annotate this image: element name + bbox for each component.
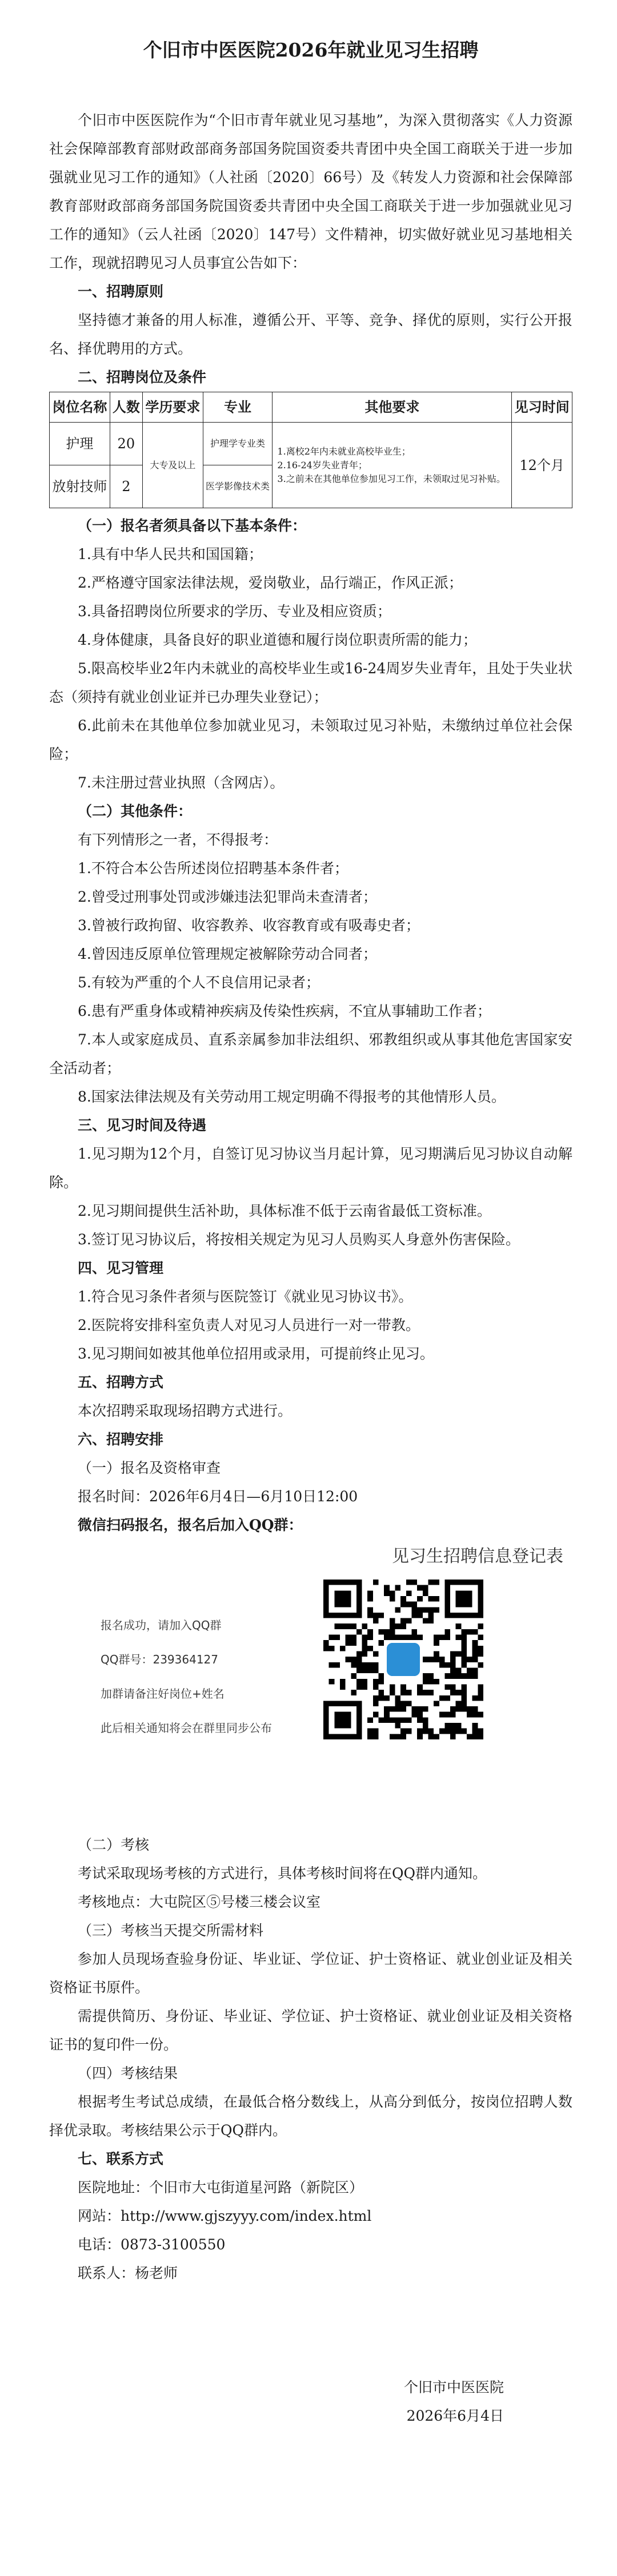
qr-instruction-line: 加群请备注好岗位+姓名 xyxy=(101,1687,225,1701)
table-header: 专业 xyxy=(203,392,273,423)
requirement-line: 2.16-24岁失业青年； xyxy=(277,459,367,471)
contact-website[interactable]: 网站：http://www.gjszyyy.com/index.html xyxy=(78,2208,372,2224)
contact-phone: 电话：0873-3100550 xyxy=(78,2236,226,2253)
other-condition: 2.曾受过刑事处罚或涉嫌违法犯罪尚未查清者； xyxy=(78,889,377,905)
materials-text: 需提供简历、身份证、毕业证、学位证、护士资格证、就业创业证及相关资格证书的复印件一份。 xyxy=(49,2008,572,2053)
post-count: 20 xyxy=(110,423,142,465)
qr-group-number: QQ群号：239364127 xyxy=(101,1653,219,1666)
table-row xyxy=(50,423,572,465)
basic-condition: 3.具备招聘岗位所要求的学历、专业及相应资质； xyxy=(78,603,391,620)
post-major: 护理学专业类 xyxy=(203,423,273,465)
other-conditions-intro: 有下列情形之一者，不得报考： xyxy=(78,831,278,848)
materials-title: （三）考核当天提交所需材料 xyxy=(78,1922,264,1939)
section-3-item: 2.见习期间提供生活补助，具体标准不低于云南省最低工资标准。 xyxy=(78,1203,491,1219)
section-5-heading: 五、招聘方式 xyxy=(78,1374,164,1391)
contact-person: 联系人：杨老师 xyxy=(78,2265,178,2281)
contact-address: 医院地址：个旧市大屯街道星河路（新院区） xyxy=(78,2179,364,2196)
basic-condition: 2.严格遵守国家法律法规，爱岗敬业，品行端正，作风正派； xyxy=(78,574,463,591)
education-requirement: 大专及以上 xyxy=(143,423,203,508)
other-requirements xyxy=(273,423,512,508)
basic-condition: 4.身体健康，具备良好的职业道德和履行岗位职责所需的能力； xyxy=(78,632,477,648)
signature-date-block xyxy=(49,2402,572,2430)
table-header: 学历要求 xyxy=(143,392,203,423)
registration-qr-note: 微信扫码报名，报名后加入QQ群： xyxy=(78,1517,303,1533)
registration-qr-panel xyxy=(83,1545,575,1814)
other-conditions-title: （二）其他条件： xyxy=(78,803,193,819)
positions-table xyxy=(49,392,572,508)
qr-instructions xyxy=(101,1608,272,1745)
requirement-line: 1.离校2年内未就业高校毕业生； xyxy=(277,445,411,457)
exam-text: 考试采取现场考核的方式进行，具体考核时间将在QQ群内通知。 xyxy=(78,1865,487,1882)
exam-title: （二）考核 xyxy=(78,1836,150,1853)
materials-text: 参加人员现场查验身份证、毕业证、学位证、护士资格证、就业创业证及相关资格证书原件。 xyxy=(49,1951,572,1996)
section-1-text: 坚持德才兼备的用人标准，遵循公开、平等、竞争、择优的原则，实行公开报名、择优聘用的方式。 xyxy=(49,312,572,357)
basic-condition: 6.此前未在其他单位参加就业见习，未领取过见习补贴，未缴纳过单位社会保险； xyxy=(49,717,572,762)
results-text: 根据考生考试总成绩，在最低合格分数线上，从高分到低分，按岗位招聘人数择优录取。考核结果公示于QQ群内。 xyxy=(49,2093,572,2139)
registration-title: （一）报名及资格审查 xyxy=(78,1460,221,1476)
other-condition: 3.曾被行政拘留、收容教养、收容教育或有吸毒史者； xyxy=(78,917,420,934)
basic-conditions-title: （一）报名者须具备以下基本条件： xyxy=(78,517,307,534)
post-name: 放射技师 xyxy=(50,465,110,508)
results-title: （四）考核结果 xyxy=(78,2065,178,2081)
section-3-heading: 三、见习时间及待遇 xyxy=(78,1117,207,1134)
other-condition: 7.本人或家庭成员、直系亲属参加非法组织、邪教组织或从事其他危害国家安全活动者； xyxy=(49,1031,572,1076)
section-1-heading: 一、招聘原则 xyxy=(78,283,164,300)
exam-place: 考核地点：大屯院区⑤号楼三楼会议室 xyxy=(78,1894,321,1910)
internship-period: 12个月 xyxy=(512,423,572,508)
intro-paragraph: 个旧市中医医院作为“个旧市青年就业见习基地”，为深入贯彻落实《人力资源社会保障部教育部财政部商务部国务院国资委共青团中央全国工商联关于进一步加强就业见习工作的通知》（人社函〔2020〕66号）及《转发人力资源和社会保障部教育部财政部商务部国务院国资委共青团中央全国工商联关于进一步加强就业见习工作的通知》（云人社函〔2020〕147号）文件精神，切实做好就业见习基地相关工作，现就招聘见习人员事宜公告如下： xyxy=(49,112,572,271)
signature-block xyxy=(49,2373,572,2402)
other-condition: 1.不符合本公告所述岗位招聘基本条件者； xyxy=(78,860,348,877)
section-7-heading: 七、联系方式 xyxy=(78,2151,164,2167)
post-count: 2 xyxy=(110,465,142,508)
page-title: 个旧市中医医院2026年就业见习生招聘 xyxy=(143,39,479,61)
section-4-item: 1.符合见习条件者须与医院签订《就业见习协议书》。 xyxy=(78,1288,413,1305)
section-4-item: 2.医院将安排科室负责人对见习人员进行一对一带教。 xyxy=(78,1317,420,1333)
table-header: 见习时间 xyxy=(512,392,572,423)
section-4-heading: 四、见习管理 xyxy=(78,1260,164,1276)
other-condition: 5.有较为严重的个人不良信用记录者； xyxy=(78,974,320,991)
basic-condition: 7.未注册过营业执照（含网店）。 xyxy=(78,774,285,791)
signature-date: 2026年6月4日 xyxy=(406,2408,504,2424)
other-condition: 6.患有严重身体或精神疾病及传染性疾病，不宜从事辅助工作者； xyxy=(78,1003,491,1019)
registration-time: 报名时间：2026年6月4日—6月10日12:00 xyxy=(78,1488,358,1505)
other-condition: 8.国家法律法规及有关劳动用工规定明确不得报考的其他情形人员。 xyxy=(78,1088,506,1105)
section-6-heading: 六、招聘安排 xyxy=(78,1431,164,1448)
qr-logo-icon xyxy=(387,1643,420,1676)
section-3-item: 1.见习期为12个月，自签订见习协议当月起计算，见习期满后见习协议自动解除。 xyxy=(49,1146,572,1191)
post-name: 护理 xyxy=(50,423,110,465)
section-2-heading: 二、招聘岗位及条件 xyxy=(78,369,207,385)
section-4-item: 3.见习期间如被其他单位招用或录用，可提前终止见习。 xyxy=(78,1345,434,1362)
qr-instruction-line: 此后相关通知将会在群里同步公布 xyxy=(101,1721,272,1735)
table-header: 岗位名称 xyxy=(50,392,110,423)
section-3-item: 3.签订见习协议后，将按相关规定为见习人员购买人身意外伤害保险。 xyxy=(78,1231,520,1248)
basic-condition: 1.具有中华人民共和国国籍； xyxy=(78,546,263,562)
section-5-text: 本次招聘采取现场招聘方式进行。 xyxy=(78,1402,293,1419)
basic-condition: 5.限高校毕业2年内未就业的高校毕业生或16-24周岁失业青年，且处于失业状态（须持有就业创业证并已办理失业登记）； xyxy=(49,660,572,705)
table-header: 人数 xyxy=(110,392,142,423)
other-condition: 4.曾因违反原单位管理规定被解除劳动合同者； xyxy=(78,946,377,962)
requirement-line: 3.之前未在其他单位参加见习工作，未领取过见习补贴。 xyxy=(277,473,506,484)
registration-qr-code[interactable] xyxy=(323,1580,483,1739)
qr-instruction-line: 报名成功，请加入QQ群 xyxy=(101,1618,222,1632)
table-header: 其他要求 xyxy=(273,392,512,423)
qr-form-title: 见习生招聘信息登记表 xyxy=(392,1546,563,1566)
signature-org: 个旧市中医医院 xyxy=(403,2379,504,2396)
post-major: 医学影像技术类 xyxy=(203,465,273,508)
